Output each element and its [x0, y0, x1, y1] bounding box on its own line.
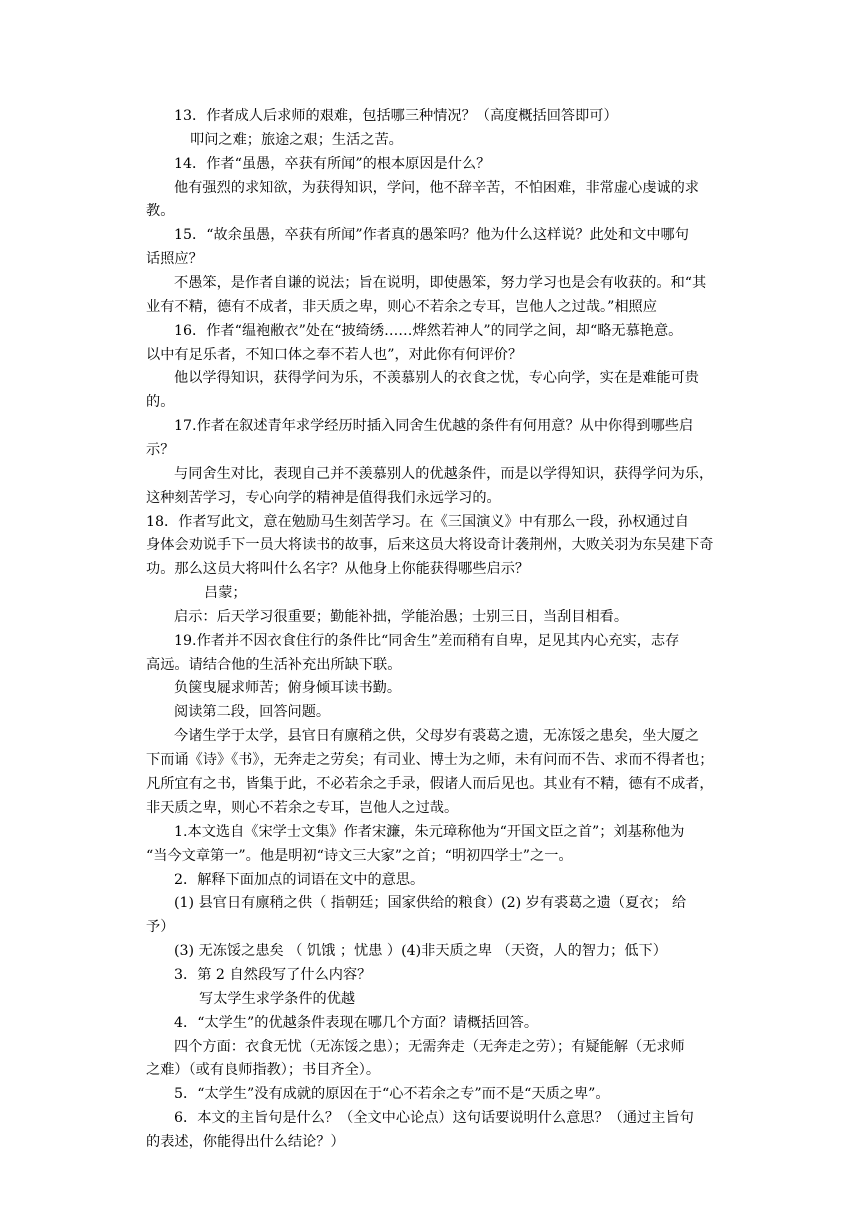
text-line: 功。那么这员大将叫什么名字？从他身上你能获得哪些启示？	[146, 561, 530, 577]
text-line: 与同舍生对比，表现自己并不羡慕别人的优越条件，而是以学得知识，获得学问为乐，	[174, 466, 714, 482]
text-line: 阅读第二段，回答问题。	[174, 704, 331, 720]
text-line: 2．解释下面加点的词语在文中的意思。	[174, 872, 425, 888]
text-line: 5．“太学生”没有成就的原因在于“心不若余之专”而不是“天质之卑”。	[174, 1086, 610, 1102]
text-line: 予）	[146, 919, 175, 935]
text-line: 下而诵《诗》《书》，无奔走之劳矣；有司业、博士为之师，未有问而不告、求而不得者也；	[146, 752, 714, 768]
text-line: 1.本文选自《宋学士文集》作者宋濂，朱元璋称他为“开国文臣之首”；刘基称他为	[174, 824, 685, 840]
text-line: 写太学生求学条件的优越	[199, 991, 356, 1007]
text-line: 不愚笨，是作者自谦的说法；旨在说明，即使愚笨，努力学习也是会有收获的。和“其	[174, 275, 707, 291]
text-line: 以中有足乐者，不知口体之奉不若人也”，对此你有何评价？	[146, 347, 523, 363]
text-line: 高远。请结合他的生活补充出所缺下联。	[146, 657, 402, 673]
text-line: 身体会劝说手下一员大将读书的故事，后来这员大将设奇计袭荆州，大败关羽为东吴建下奇	[146, 537, 714, 553]
text-line: 示？	[146, 442, 175, 458]
text-line: 这种刻苦学习，专心向学的精神是值得我们永远学习的。	[146, 490, 501, 506]
text-line: 教。	[146, 203, 175, 219]
text-line: 的。	[146, 394, 175, 410]
text-line: 他以学得知识，获得学问为乐，不羡慕别人的衣食之忧，专心向学，实在是难能可贵	[174, 370, 699, 386]
text-line: 业有不精，德有不成者，非天质之卑，则心不若余之专耳，岂他人之过哉。”相照应	[146, 299, 657, 315]
text-line: 的表述，你能得出什么结论？）	[146, 1134, 345, 1150]
text-line: 四个方面：衣食无忧（无冻馁之患）；无需奔走（无奔走之劳）；有疑能解（无求师	[174, 1039, 685, 1055]
text-line: 17.作者在叙述青年求学经历时插入同舍生优越的条件有何用意？从中你得到哪些启	[174, 418, 694, 434]
text-line: 16．作者“缊袍敝衣”处在“披绮绣……烨然若神人”的同学之间，却“略无慕艳意。	[174, 323, 683, 339]
text-line: 6．本文的主旨句是什么？（全文中心论点）这句话要说明什么意思？（通过主旨句	[174, 1110, 694, 1126]
text-line: 今诸生学于太学，县官日有廪稍之供，父母岁有裘葛之遗，无冻馁之患矣，坐大厦之	[174, 728, 699, 744]
text-line: 18．作者写此文，意在勉励马生刻苦学习。在《三国演义》中有那么一段，孙权通过自	[146, 514, 689, 530]
text-line: (1) 县官日有廪稍之供（ 指朝廷；国家供给的粮食）(2) 岁有裘葛之遗（夏衣； 给	[174, 895, 687, 911]
text-line: 4．“太学生”的优越条件表现在哪几个方面？请概括回答。	[174, 1015, 539, 1031]
text-line: 负箧曳屣求师苦；俯身倾耳读书勤。	[174, 680, 402, 696]
text-line: (3) 无冻馁之患矣 （ 饥饿 ；忧患 ）(4)非天质之卑 （天资，人的智力；低下）	[174, 943, 667, 959]
text-line: 非天质之卑，则心不若余之专耳，岂他人之过哉。	[146, 800, 459, 816]
text-line: 话照应？	[146, 251, 203, 267]
text-line: 之难）（或有良师指教）；书目齐全）。	[146, 1062, 381, 1078]
text-line: 13．作者成人后求师的艰难，包括哪三种情况？（高度概括回答即可）	[174, 108, 618, 124]
text-line: 凡所宜有之书，皆集于此，不必若余之手录，假诸人而后见也。其业有不精，德有不成者，	[146, 776, 714, 792]
text-line: 14．作者“虽愚，卒获有所闻”的根本原因是什么？	[174, 156, 491, 172]
text-line: 3．第 2 自然段写了什么内容？	[174, 967, 372, 983]
text-line: 15．“故余虽愚，卒获有所闻”作者真的愚笨吗？他为什么这样说？此处和文中哪句	[174, 227, 689, 243]
text-line: 吕蒙；	[204, 585, 247, 601]
text-line: 启示：后天学习很重要；勤能补拙，学能治愚；士别三日，当刮目相看。	[174, 609, 629, 625]
text-line: “当今文章第一”。他是明初“诗文三大家”之首；“明初四学士”之一。	[146, 848, 573, 864]
text-line: 19.作者并不因衣食住行的条件比“同舍生”差而稍有自卑，足见其内心充实，志存	[174, 633, 680, 649]
text-line: 他有强烈的求知欲，为获得知识，学问，他不辞辛苦，不怕困难，非常虚心虔诚的求	[174, 180, 699, 196]
text-line: 叩问之难；旅途之艰；生活之苦。	[190, 132, 403, 148]
